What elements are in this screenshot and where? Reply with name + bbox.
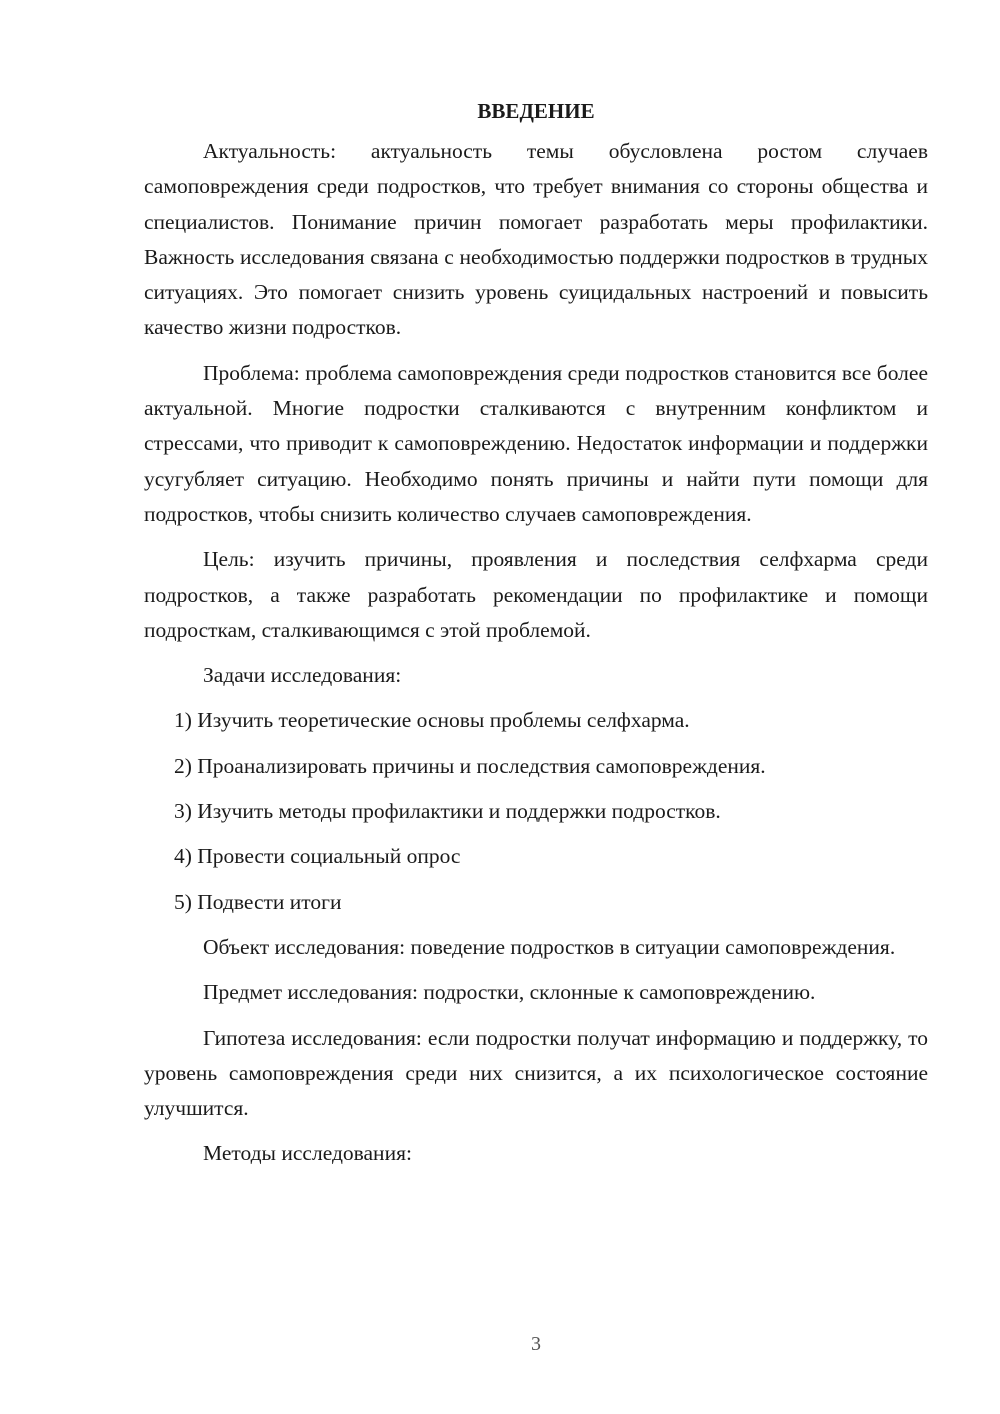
tasks-heading: Задачи исследования: [203,663,402,688]
paragraph-goal: Цель: изучить причины, проявления и последствия селфхарма среди подростков, а также разработать рекомендации по профилактике и помощи подросткам, сталкивающимся с этой проблемой. [144,547,928,642]
task-item-3: 3) Изучить методы профилактики и поддержки подростков. [174,799,721,824]
task-item-2: 2) Проанализировать причины и последствия самоповреждения. [174,753,766,778]
paragraph-problem: Проблема: проблема самоповреждения среди подростков становится все более актуальной. Многие подростки сталкиваются с внутренним конфликтом и стрессами, что приводит к самоповреждению. Недостаток информации и поддержки усугубляет ситуацию. Необходимо понять причины и найти пути помощи для подростков, чтобы снизить количество случаев самоповреждения. [144,360,928,526]
methods-heading: Методы исследования: [203,1141,412,1166]
paragraph-object: Объект исследования: поведение подростков в ситуации самоповреждения. [203,934,896,959]
task-item-5: 5) Подвести итоги [174,889,342,914]
paragraph-subject: Предмет исследования: подростки, склонные к самоповреждению. [203,980,816,1005]
page-number: 3 [531,1333,541,1355]
task-item-1: 1) Изучить теоретические основы проблемы селфхарма. [174,708,690,733]
document-page [144,96,928,1182]
page-title: ВВЕДЕНИЕ [477,99,595,123]
paragraph-hypothesis: Гипотеза исследования: если подростки получат информацию и поддержку, то уровень самоповреждения среди них снизится, а их психологическое состояние улучшится. [144,1025,928,1121]
paragraph-relevance: Актуальность: актуальность темы обусловлена ростом случаев самоповреждения среди подростков, что требует внимания со стороны общества и специалистов. Понимание причин помогает разработать меры профилактики. Важность исследования связана с необходимостью поддержки подростков в трудных ситуациях. Это помогает снизить уровень суицидальных настроений и повысить качество жизни подростков. [144,139,928,340]
task-item-4: 4) Провести социальный опрос [174,844,461,869]
